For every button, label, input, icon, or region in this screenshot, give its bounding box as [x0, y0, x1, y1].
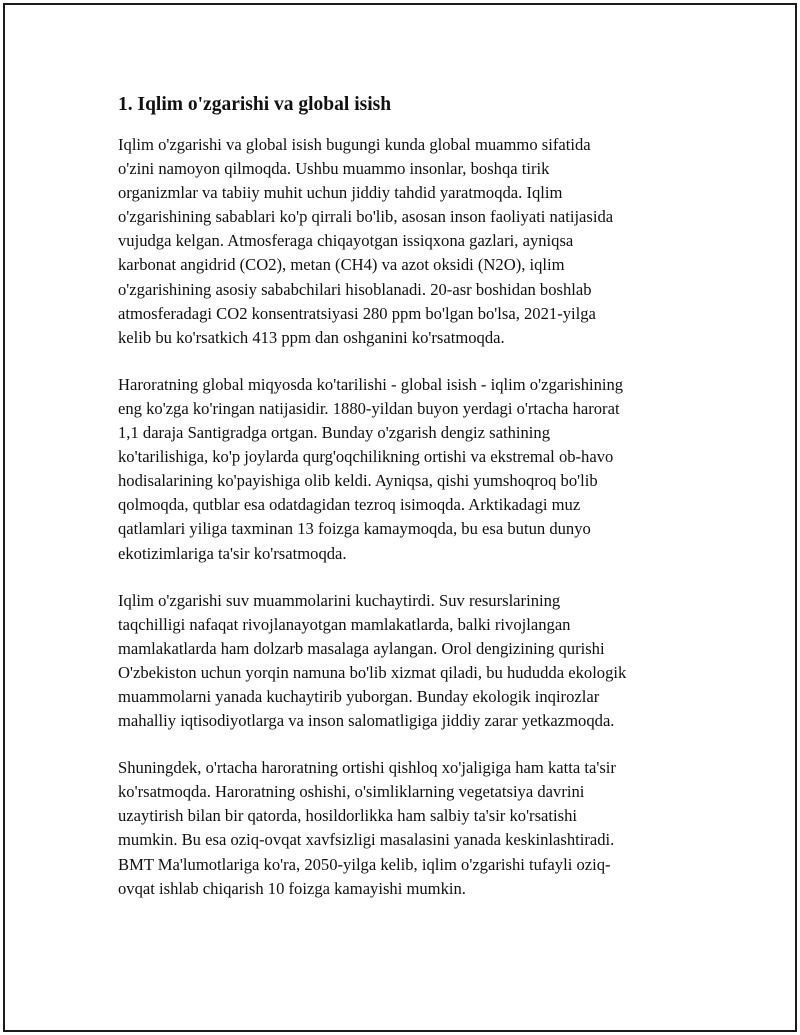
text-line: Iqlim o'zgarishi suv muammolarini kuchaytirdi. Suv resurslarining [118, 590, 561, 610]
text-line: organizmlar va tabiiy muhit uchun jiddiy tahdid yaratmoqda. Iqlim [118, 183, 563, 203]
text-line: 1,1 daraja Santigradga ortgan. Bunday o'zgarish dengiz sathining [118, 423, 551, 443]
text-line: mamlakatlarda ham dolzarb masalaga aylangan. Orol dengizining qurishi [118, 638, 605, 658]
text-line: qatlamlari yiliga taxminan 13 foizga kamaymoqda, bu esa butun dunyo [118, 519, 591, 539]
text-line: taqchilligi nafaqat rivojlanayotgan mamlakatlarda, balki rivojlangan [118, 614, 571, 634]
paragraph-4 [118, 756, 678, 901]
text-line: atmosferadagi CO2 konsentratsiyasi 280 ppm bo'lgan bo'lsa, 2021-yilga [118, 303, 596, 323]
paragraph-2 [118, 373, 678, 566]
text-line: BMT Ma'lumotlariga ko'ra, 2050-yilga kelib, iqlim o'zgarishi tufayli oziq- [118, 854, 611, 874]
text-line: o'zini namoyon qilmoqda. Ushbu muammo insonlar, boshqa tirik [118, 159, 550, 179]
text-line: karbonat angidrid (CO2), metan (CH4) va azot oksidi (N2O), iqlim [118, 255, 565, 275]
section-heading: 1. Iqlim o'zgarishi va global isish [118, 94, 392, 115]
text-line: Iqlim o'zgarishi va global isish bugungi kunda global muammo sifatida [118, 135, 591, 154]
document-body [118, 92, 678, 924]
text-line: uzaytirish bilan bir qatorda, hosildorlikka ham salbiy ta'sir ko'rsatishi [118, 806, 577, 826]
text-line: Haroratning global miqyosda ko'tarilishi - global isish - iqlim o'zgarishining [118, 374, 624, 394]
text-line: ko'rsatmoqda. Haroratning oshishi, o'simliklarning vegetatsiya davrini [118, 782, 585, 802]
text-line: qolmoqda, qutblar esa odatdagidan tezroq isimoqda. Arktikadagi muz [118, 495, 581, 515]
text-line: mahalliy iqtisodiyotlarga va inson salomatligiga jiddiy zarar yetkazmoqda. [118, 711, 615, 731]
text-line: O'zbekiston uchun yorqin namuna bo'lib xizmat qiladi, bu hududda ekologik [118, 662, 627, 682]
text-line: o'zgarishining sabablari ko'p qirrali bo'lib, asosan inson faoliyati natijasida [118, 207, 614, 227]
text-line: ovqat ishlab chiqarish 10 foizga kamayishi mumkin. [118, 878, 466, 898]
text-line: muammolarni yanada kuchaytirib yuborgan. Bunday ekologik inqirozlar [118, 686, 600, 706]
text-line: eng ko'zga ko'ringan natijasidir. 1880-yildan buyon yerdagi o'rtacha harorat [118, 398, 620, 418]
paragraph-1 [118, 133, 678, 350]
text-line: kelib bu ko'rsatkich 413 ppm dan oshganini ko'rsatmoqda. [118, 327, 505, 347]
text-line: vujudga kelgan. Atmosferaga chiqayotgan issiqxona gazlari, ayniqsa [118, 231, 574, 251]
text-line: ko'tarilishiga, ko'p joylarda qurg'oqchilikning ortishi va ekstremal ob-havo [118, 447, 614, 467]
text-line: Shuningdek, o'rtacha haroratning ortishi qishloq xo'jaligiga ham katta ta'sir [118, 758, 616, 778]
paragraph-3 [118, 589, 678, 734]
text-line: o'zgarishining asosiy sababchilari hisoblanadi. 20-asr boshidan boshlab [118, 279, 592, 299]
text-line: hodisalarining ko'payishiga olib keldi. Ayniqsa, qishi yumshoqroq bo'lib [118, 471, 598, 491]
text-line: mumkin. Bu esa oziq-ovqat xavfsizligi masalasini yanada keskinlashtiradi. [118, 830, 615, 850]
text-line: ekotizimlariga ta'sir ko'rsatmoqda. [118, 543, 347, 563]
